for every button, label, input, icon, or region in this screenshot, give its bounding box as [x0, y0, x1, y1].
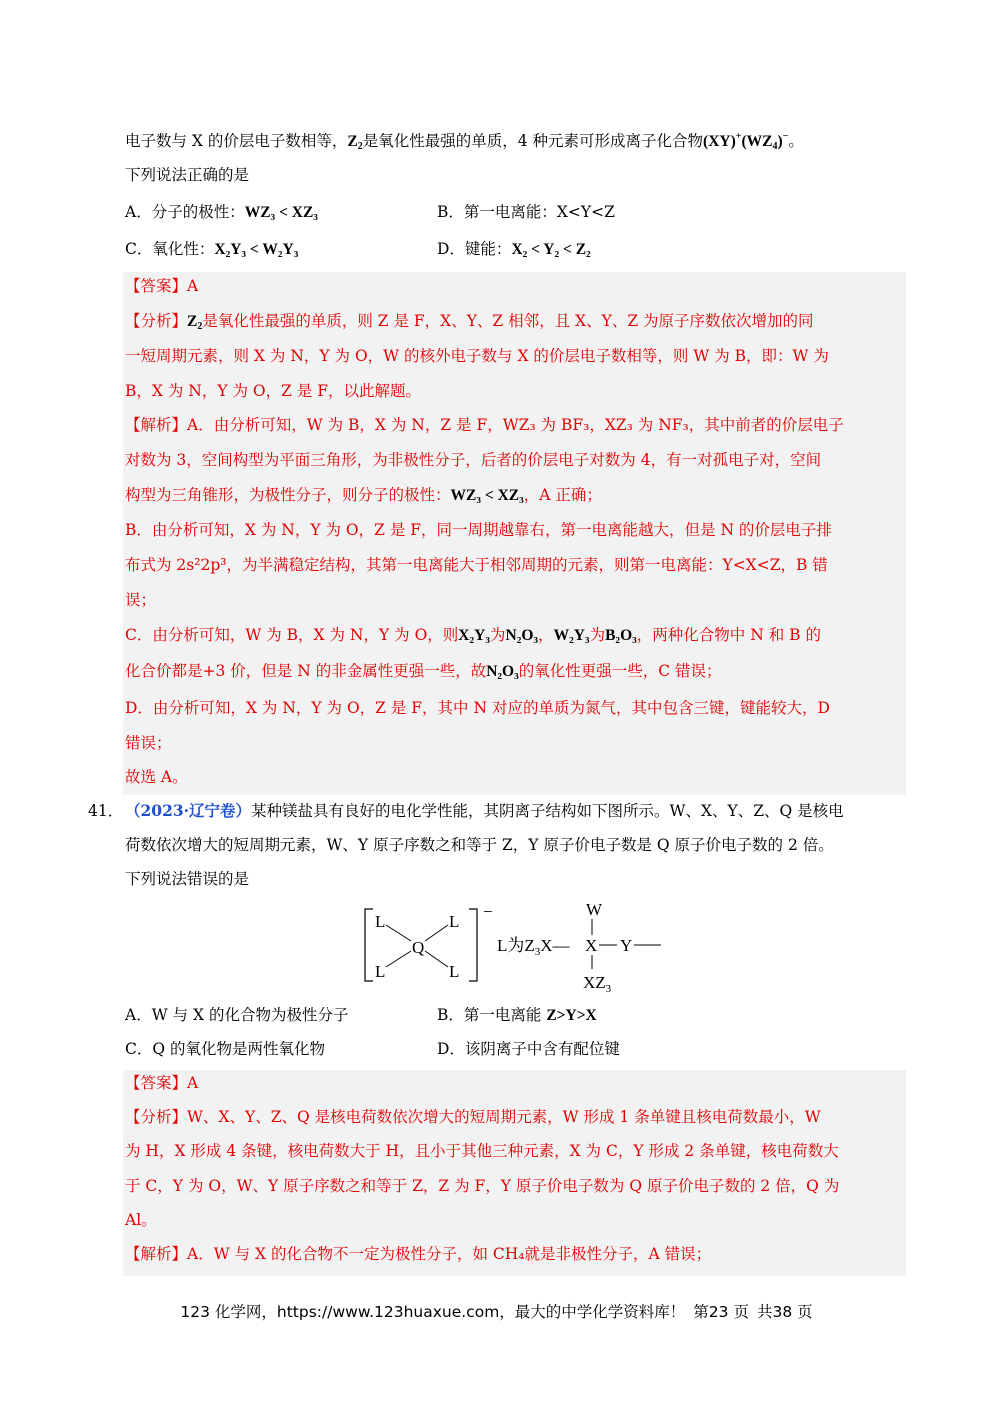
q41-option-b: B．第一电离能 Z>Y>X	[437, 1006, 597, 1024]
ligand-caption: L为$Z_3X—$	[497, 936, 570, 958]
q41-option-a: A．W 与 X 的化合物为极性分子	[125, 1006, 349, 1024]
center-q: Q	[412, 938, 425, 957]
q41-analysis-l1: 【分析】W、X、Y、Z、Q 是核电荷数依次增大的短周期元素，W 形成 1 条单键且核电荷数最小，W	[125, 1108, 821, 1126]
q41-explain-a: 【解析】A．W 与 X 的化合物不一定为极性分子，如 CH₄就是非极性分子，A 错误；	[125, 1245, 712, 1263]
structure-x-center: X	[585, 936, 598, 955]
ligand-l-top-right: L	[449, 912, 460, 931]
q41-analysis-l3: 于 C，Y 为 O，W、Y 原子序数之和等于 Z，Z 为 F，Y 原子价电子数为 Q 原子价电子数的 2 倍，Q 为	[125, 1177, 840, 1195]
q40-explain-d-l1: D．由分析可知，X 为 N，Y 为 O，Z 是 F，其中 N 对应的单质为氮气，其中包含三键，键能较大，D	[125, 699, 830, 717]
q40-analysis-l2: 一短周期元素，则 X 为 N，Y 为 O，W 的核外电子数与 X 的价层电子数相等，则 W 为 B，即：W 为	[125, 347, 829, 365]
structure-w: W	[586, 900, 603, 919]
q40-option-a: A．分子的极性：WZ₃ < XZ₃	[125, 203, 318, 221]
q41-stem-l2: 荷数依次增大的短周期元素，W、Y 原子序数之和等于 Z，Y 原子价电子数是 Q 原子价电子数的 2 倍。	[125, 836, 834, 854]
q40-explain-a-l3: 构型为三角锥形，为极性分子，则分子的极性：WZ₃ < XZ₃，A 正确；	[125, 486, 602, 504]
q40-stem-line2: 下列说法正确的是	[125, 166, 250, 184]
q40-explain-a-l2: 对数为 3，空间构型为平面三角形，为非极性分子，后者的价层电子对数为 4，有一对孤电子对，空间	[125, 451, 822, 469]
q40-explain-b-l2: 布式为 2s²2p³，为半满稳定结构，其第一电离能大于相邻周期的元素，则第一电离能：Y<X<Z，B 错	[125, 556, 828, 574]
footer-total-pages: 共38 页	[756, 1303, 813, 1321]
footer-site: 123 化学网，https://www.123huaxue.com，最大的中学化学资料库！	[180, 1303, 686, 1321]
q40-option-b: B．第一电离能：X<Y<Z	[437, 203, 615, 221]
ligand-l-top-left: L	[375, 912, 386, 931]
q40-analysis-l3: B，X 为 N，Y 为 O，Z 是 F，以此解题。	[125, 382, 422, 400]
ionic-compound-formula: $(XY)^+(WZ_4)^-$	[703, 131, 789, 152]
ligand-l-bottom-left: L	[375, 962, 386, 981]
q41-answer: 【答案】A	[125, 1074, 199, 1092]
q40-explain-d-l2: 错误；	[125, 734, 172, 752]
q41-analysis-l4: Al。	[125, 1211, 157, 1229]
q41-option-d: D．该阴离子中含有配位键	[437, 1040, 620, 1058]
q40-option-d: D．键能：X₂ < Y₂ < Z₂	[437, 240, 591, 258]
q40-answer: 【答案】A	[125, 277, 199, 295]
q41-stem-l1: （2023·辽宁卷）某种镁盐具有良好的电化学性能，其阴离子结构如下图所示。W、X、Y、Z、Q 是核电	[125, 801, 844, 820]
q40-final-choice: 故选 A。	[125, 768, 188, 786]
z2-formula: $Z_2$	[347, 133, 363, 152]
q41-stem-l3: 下列说法错误的是	[125, 870, 250, 888]
q40-explain-a-l1: 【解析】A．由分析可知，W 为 B，X 为 N，Z 是 F，WZ₃ 为 BF₃，XZ₃ 为 NF₃，其中前者的价层电子	[125, 416, 844, 434]
q40-explain-b-l3: 误；	[125, 591, 157, 609]
q40-analysis-l1: 【分析】$Z_2$是氧化性最强的单质，则 Z 是 F，X、Y、Z 相邻，且 X、Y、Z 为原子序数依次增加的同	[125, 312, 814, 332]
q40-explain-b-l1: B．由分析可知，X 为 N，Y 为 O，Z 是 F，同一周期越靠右，第一电离能越大，但是 N 的价层电子排	[125, 521, 832, 539]
structure-xz3: $XZ_3$	[583, 973, 612, 995]
anion-charge: −	[483, 902, 493, 921]
anion-structure-diagram	[355, 895, 675, 995]
footer-page-number: 第23 页	[693, 1303, 749, 1321]
q40-explain-c-l2: 化合价都是+3 价，但是 N 的非金属性更强一些，故N₂O₃的氧化性更强一些，C 错误；	[125, 662, 722, 680]
q41-number: 41．	[88, 802, 124, 820]
q40-explain-c-l1: C．由分析可知，W 为 B，X 为 N，Y 为 O，则X₂Y₃为N₂O₃，W₂Y₃为B₂O₃，两种化合物中 N 和 B 的	[125, 626, 821, 644]
q40-stem-line1: 电子数与 X 的价层电子数相等，$Z_2$是氧化性最强的单质，4 种元素可形成离子化合物$(XY)^+(WZ_4)^-$。	[125, 131, 804, 152]
ligand-l-bottom-right: L	[449, 962, 460, 981]
q40-option-c: C．氧化性：X₂Y₃ < W₂Y₃	[125, 240, 299, 258]
q41-analysis-l2: 为 H，X 形成 4 条键，核电荷数大于 H，且小于其他三种元素，X 为 C，Y 形成 2 条单键，核电荷数大	[125, 1142, 839, 1160]
q41-option-c: C．Q 的氧化物是两性氧化物	[125, 1040, 325, 1058]
structure-y: Y	[620, 936, 633, 955]
page-footer	[0, 1300, 993, 1322]
